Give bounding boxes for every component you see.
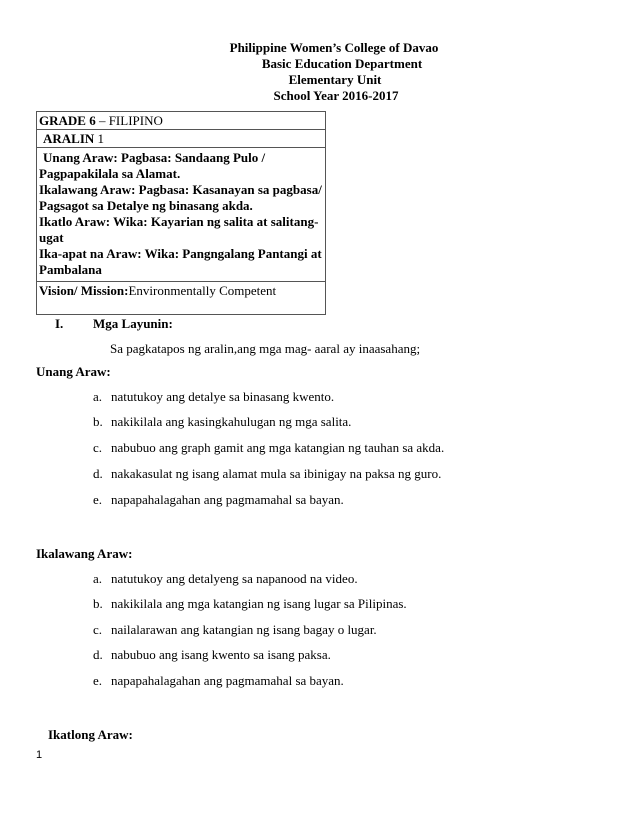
school-year: School Year 2016-2017	[273, 88, 399, 103]
objectives-intro: Sa pagkatapos ng aralin,ang mga mag- aaral ay inaasahang;	[110, 341, 421, 356]
vision-value: Environmentally Competent	[128, 283, 277, 298]
item-letter: e.	[93, 492, 103, 507]
unit-name: Elementary Unit	[288, 72, 382, 87]
section-heading	[55, 316, 173, 332]
item-letter: b.	[93, 596, 103, 611]
list-item	[93, 622, 377, 638]
list-item	[93, 571, 358, 587]
lesson-info-box	[36, 111, 326, 315]
lesson-line: Ikalawang Araw: Pagbasa: Kasanayan sa pagbasa/	[39, 182, 322, 197]
lesson-line: Pagsagot sa Detalye ng binasang akda.	[39, 198, 253, 213]
lesson-line: Unang Araw: Pagbasa: Sandaang Pulo /	[43, 150, 266, 165]
section-title: Mga Layunin:	[93, 316, 173, 331]
vision-label: Vision/ Mission:	[39, 283, 129, 298]
school-name: Philippine Women’s College of Davao	[229, 40, 439, 55]
item-text: nailalarawan ang katangian ng isang bagay o lugar.	[111, 622, 377, 637]
item-letter: b.	[93, 414, 103, 429]
item-text: napapahalagahan ang pagmamahal sa bayan.	[111, 492, 344, 507]
item-text: nakikilala ang mga katangian ng isang lugar sa Pilipinas.	[111, 596, 407, 611]
item-letter: c.	[93, 622, 103, 637]
item-text: natutukoy ang detalye sa binasang kwento.	[111, 389, 335, 404]
list-item	[93, 466, 441, 482]
list-item	[93, 414, 351, 430]
item-text: nakakasulat ng isang alamat mula sa ibinigay na paksa ng guro.	[111, 466, 442, 481]
grade-subject: – FILIPINO	[95, 113, 163, 128]
lesson-line: Pagpapakilala sa Alamat.	[39, 166, 181, 181]
item-text: natutukoy ang detalyeng sa napanood na video.	[111, 571, 358, 586]
item-text: nabubuo ang isang kwento sa isang paksa.	[111, 647, 331, 662]
grade-label: GRADE 6	[39, 113, 96, 128]
lesson-line: Ikatlo Araw: Wika: Kayarian ng salita at salitang-	[39, 214, 319, 229]
day-title: Ikatlong Araw:	[48, 727, 133, 742]
page-number: 1	[36, 749, 43, 761]
item-letter: d.	[93, 647, 103, 662]
aralin-value: 1	[94, 131, 105, 146]
item-letter: a.	[93, 571, 103, 586]
item-text: nakikilala ang kasingkahulugan ng mga salita.	[111, 414, 352, 429]
item-letter: e.	[93, 673, 103, 688]
aralin-label: ARALIN	[43, 131, 95, 146]
grade-row	[37, 112, 325, 130]
section-numeral: I.	[55, 316, 64, 331]
lesson-line: ugat	[39, 230, 64, 245]
lesson-line: Ika-apat na Araw: Wika: Pangngalang Pantangi at	[39, 246, 322, 261]
list-item	[93, 647, 331, 663]
item-letter: a.	[93, 389, 103, 404]
list-item	[93, 389, 334, 405]
vision-row	[37, 282, 325, 314]
list-item	[93, 673, 344, 689]
document-header	[0, 40, 638, 104]
item-text: napapahalagahan ang pagmamahal sa bayan.	[111, 673, 344, 688]
list-item	[93, 440, 444, 456]
item-letter: c.	[93, 440, 103, 455]
day-title: Ikalawang Araw:	[36, 546, 133, 561]
list-item	[93, 596, 407, 612]
lesson-schedule	[37, 148, 325, 282]
aralin-row	[37, 130, 325, 148]
item-letter: d.	[93, 466, 103, 481]
day-title: Unang Araw:	[36, 364, 111, 379]
list-item	[93, 492, 344, 508]
department-name: Basic Education Department	[261, 56, 423, 71]
item-text: nabubuo ang graph gamit ang mga katangian ng tauhan sa akda.	[111, 440, 445, 455]
lesson-line: Pambalana	[39, 262, 102, 277]
